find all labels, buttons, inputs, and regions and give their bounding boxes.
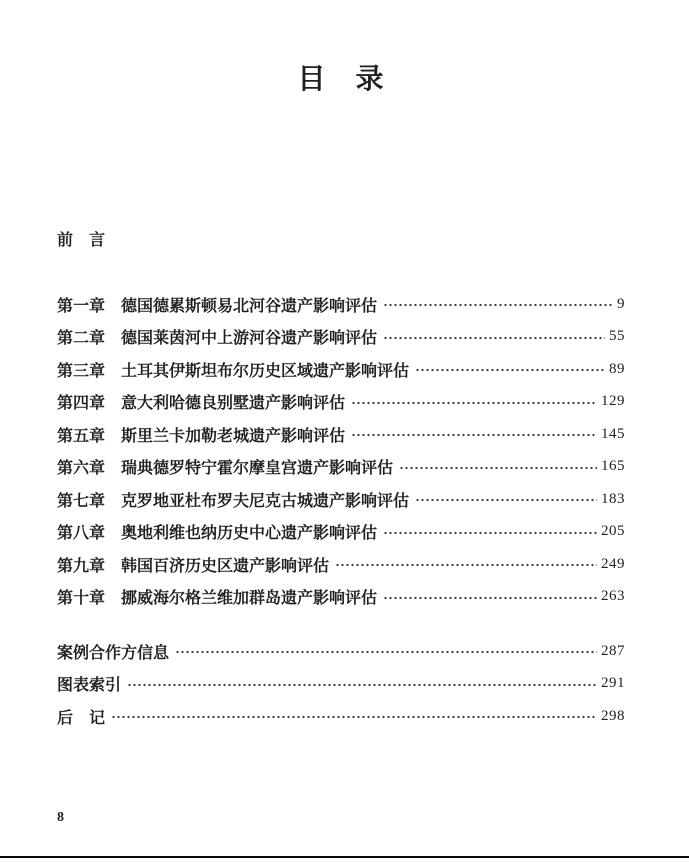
page-ref: 205 (601, 523, 625, 540)
dot-leader (415, 368, 605, 372)
page-bottom-edge (0, 856, 689, 859)
page-ref: 183 (601, 490, 625, 507)
chapter-label: 第六章 (57, 460, 106, 478)
dot-leader (415, 498, 597, 502)
chapter-label: 第二章 (57, 330, 106, 348)
page-title: 目 录 (297, 64, 385, 95)
toc-entry-case-partners (57, 635, 625, 668)
page-ref: 165 (601, 458, 625, 475)
page-ref: 9 (617, 295, 625, 312)
chapter-title: 克罗地亚杜布罗夫尼克古城遗产影响评估 (121, 492, 410, 510)
toc-entry-chapter-5 (57, 418, 625, 451)
dot-leader (351, 433, 597, 437)
page-ref: 263 (601, 588, 625, 605)
chapter-title: 瑞典德罗特宁霍尔摩皇宫遗产影响评估 (121, 460, 394, 478)
chapter-title: 意大利哈德良别墅遗产影响评估 (121, 395, 346, 413)
chapter-title: 挪威海尔格兰维加群岛遗产影响评估 (121, 590, 378, 608)
dot-leader (111, 715, 597, 719)
page-ref: 89 (609, 360, 625, 377)
page-ref: 287 (601, 642, 625, 659)
chapter-title: 斯里兰卡加勒老城遗产影响评估 (121, 427, 346, 445)
chapter-list (57, 288, 625, 613)
toc-entry-chapter-10 (57, 581, 625, 614)
toc-entry-chapter-6 (57, 451, 625, 484)
dot-leader (383, 531, 597, 535)
toc-entry-chapter-7 (57, 483, 625, 516)
chapter-label: 第四章 (57, 395, 106, 413)
toc-entry-preface (57, 231, 625, 251)
toc-entry-chapter-2 (57, 321, 625, 354)
dot-leader (335, 563, 597, 567)
chapter-title: 奥地利维也纳历史中心遗产影响评估 (121, 525, 378, 543)
page-ref: 249 (601, 555, 625, 572)
dot-leader (351, 401, 597, 405)
toc-entry-chapter-3 (57, 353, 625, 386)
chapter-title: 德国莱茵河中上游河谷遗产影响评估 (121, 330, 378, 348)
chapter-label: 第三章 (57, 362, 106, 380)
chapter-label: 第十章 (57, 590, 106, 608)
page-ref: 291 (601, 675, 625, 692)
toc-entry-figure-index (57, 668, 625, 701)
page-ref: 55 (609, 328, 625, 345)
page-ref: 298 (601, 707, 625, 724)
toc-page (57, 0, 625, 862)
toc-entry-postscript (57, 700, 625, 733)
chapter-label: 第五章 (57, 427, 106, 445)
dot-leader (175, 650, 597, 654)
toc-entry-chapter-4 (57, 386, 625, 419)
toc-entry-chapter-1 (57, 288, 625, 321)
chapter-title: 土耳其伊斯坦布尔历史区域遗产影响评估 (121, 362, 410, 380)
chapter-label: 第七章 (57, 492, 106, 510)
toc-entry-chapter-9 (57, 548, 625, 581)
back-matter-list (57, 635, 625, 733)
dot-leader (383, 303, 613, 307)
chapter-label: 第九章 (57, 557, 106, 575)
chapter-title: 韩国百济历史区遗产影响评估 (121, 557, 330, 575)
toc-entry-chapter-8 (57, 516, 625, 549)
chapter-title: 德国德累斯顿易北河谷遗产影响评估 (121, 297, 378, 315)
chapter-label: 第八章 (57, 525, 106, 543)
page-ref: 129 (601, 393, 625, 410)
back-matter-title: 后 记 (57, 709, 106, 727)
folio-page-number: 8 (57, 810, 64, 825)
back-matter-title: 图表索引 (57, 677, 122, 695)
dot-leader (399, 466, 597, 470)
preface-label: 前 言 (57, 232, 106, 249)
back-matter-title: 案例合作方信息 (57, 644, 170, 662)
page-ref: 145 (601, 425, 625, 442)
dot-leader (127, 683, 597, 687)
dot-leader (383, 596, 597, 600)
dot-leader (383, 336, 605, 340)
chapter-label: 第一章 (57, 297, 106, 315)
